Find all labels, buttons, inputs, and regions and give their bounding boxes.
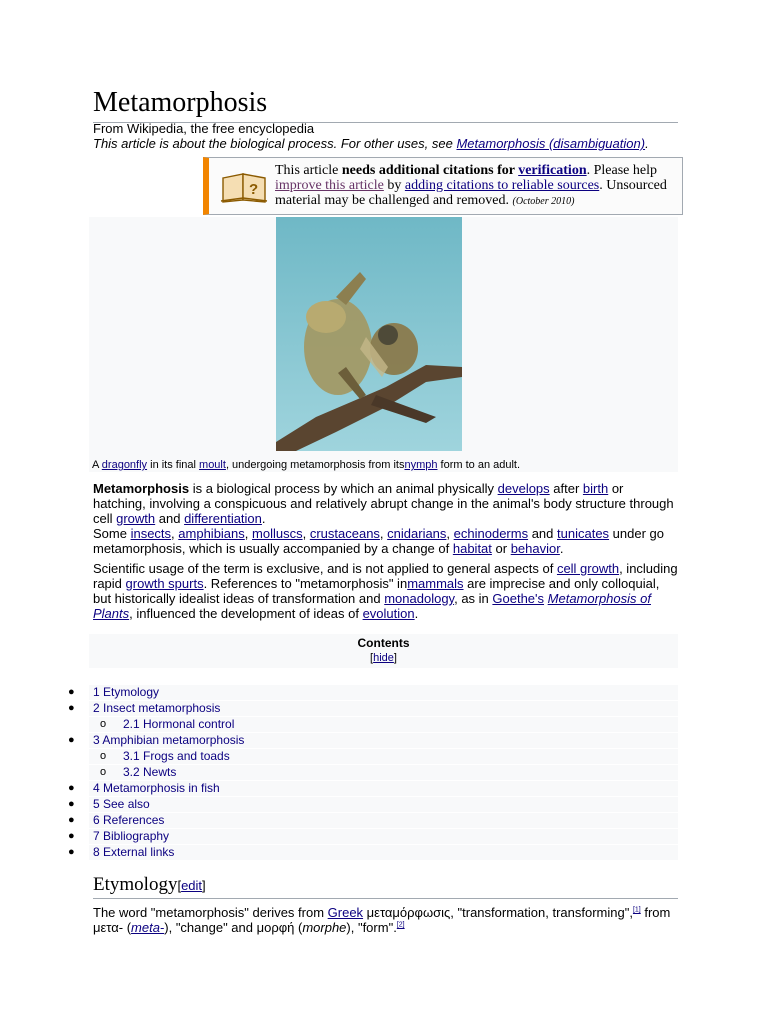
- disc-bullet-icon: ●: [68, 814, 75, 826]
- toc-item-link[interactable]: 3.1 Frogs and toads: [123, 749, 230, 763]
- toc-item[interactable]: [60, 764, 678, 780]
- dragonfly-link[interactable]: dragonfly: [101, 459, 148, 471]
- disc-bullet-icon: ●: [68, 734, 75, 746]
- toc-item[interactable]: [60, 796, 678, 812]
- reference-1-link[interactable]: [1]: [632, 906, 641, 914]
- figure-caption: A dragonfly in its final moult, undergoing metamorphosis from itsnymph form to an adult.: [92, 459, 521, 471]
- toc-item[interactable]: [60, 700, 678, 716]
- notice-date: (October 2010): [512, 196, 575, 207]
- toc-item[interactable]: [60, 828, 678, 844]
- toc-item[interactable]: [60, 748, 678, 764]
- goethe-link[interactable]: Goethe's: [492, 591, 545, 606]
- citation-notice-text: This article needs additional citations for verification. Please help improve this article by adding citations to reliable sources. Unsourced material may be challenged and removed. (October 2010): [275, 163, 667, 208]
- table-of-contents: [89, 634, 678, 668]
- disc-bullet-icon: ●: [68, 702, 75, 714]
- meta-link[interactable]: meta-: [131, 920, 165, 935]
- toc-item-link[interactable]: 1 Etymology: [93, 685, 160, 699]
- growth-spurts-link[interactable]: growth spurts: [125, 576, 204, 591]
- scientific-usage-paragraph: Scientific usage of the term is exclusive, and is not applied to general aspects of cell growth, including rapid growth spurts. References to "metamorphosis" inmammals are imprecise and only colloquial, but historically idealist ideas of transformation and monadology, as in Goethe's Metamorphosis of Plants, influenced the development of ideas of evolution.: [93, 561, 678, 621]
- toc-item-link[interactable]: 2 Insect metamorphosis: [93, 701, 221, 715]
- toc-item-link[interactable]: 7 Bibliography: [93, 829, 170, 843]
- dragonfly-moult-photo: [276, 217, 462, 451]
- growth-link[interactable]: growth: [116, 511, 156, 526]
- toc-hide-control: [hide]: [370, 652, 397, 664]
- disc-bullet-icon: ●: [68, 798, 75, 810]
- disc-bullet-icon: ●: [68, 686, 75, 698]
- toc-item[interactable]: [60, 716, 678, 732]
- metamorphosis-of-plants-link[interactable]: Metamorphosis of Plants: [93, 591, 651, 621]
- toc-item[interactable]: [60, 732, 678, 748]
- greek-link[interactable]: Greek: [327, 905, 364, 920]
- verification-link[interactable]: verification: [518, 163, 587, 178]
- disc-bullet-icon: ●: [68, 782, 75, 794]
- toc-item-link[interactable]: 3.2 Newts: [123, 765, 177, 779]
- book-question-icon: [219, 168, 269, 204]
- molluscs-link[interactable]: molluscs: [252, 526, 303, 541]
- moult-link[interactable]: moult: [199, 459, 226, 471]
- toc-item[interactable]: [60, 812, 678, 828]
- etymology-heading: Etymology[edit]: [93, 873, 678, 899]
- circle-bullet-icon: o: [100, 766, 107, 778]
- habitat-link[interactable]: habitat: [452, 541, 492, 556]
- citation-notice-box: [203, 157, 683, 215]
- crustaceans-link[interactable]: crustaceans: [309, 526, 380, 541]
- circle-bullet-icon: o: [100, 750, 107, 762]
- toc-item-link[interactable]: 3 Amphibian metamorphosis: [93, 733, 245, 747]
- toc-item-band: [89, 829, 678, 844]
- birth-link[interactable]: birth: [582, 481, 609, 496]
- monadology-link[interactable]: monadology: [384, 591, 455, 606]
- nymph-link[interactable]: nymph: [404, 459, 438, 471]
- page-subtitle: From Wikipedia, the free encyclopedia: [93, 121, 315, 136]
- amphibians-link[interactable]: amphibians: [178, 526, 245, 541]
- toc-item-band: [89, 845, 678, 860]
- hatnote-text: This article is about the biological process. For other uses, see: [93, 136, 457, 151]
- hatnote-end: .: [645, 136, 649, 151]
- toc-item-link[interactable]: 8 External links: [93, 845, 175, 859]
- toc-list: [60, 684, 678, 860]
- etymology-paragraph: The word "metamorphosis" derives from Greek μεταμόρφωσις, "transformation, transforming",[1] from μετα- (meta-), "change" and μορφή (morphe), "form".[2]: [93, 905, 671, 935]
- toc-item-link[interactable]: 6 References: [93, 813, 165, 827]
- page-title: Metamorphosis: [93, 86, 678, 123]
- toc-hide-link[interactable]: hide: [373, 652, 394, 664]
- behavior-link[interactable]: behavior: [510, 541, 560, 556]
- cell-growth-link[interactable]: cell growth: [556, 561, 620, 576]
- improve-article-link[interactable]: improve this article: [275, 178, 384, 193]
- toc-item-band: [89, 813, 678, 828]
- echinoderms-link[interactable]: echinoderms: [453, 526, 529, 541]
- toc-item[interactable]: [60, 844, 678, 860]
- evolution-link[interactable]: evolution: [362, 606, 415, 621]
- toc-heading: Contents: [357, 636, 410, 650]
- toc-item-link[interactable]: 2.1 Hormonal control: [123, 717, 235, 731]
- toc-item-band: [89, 797, 678, 812]
- disc-bullet-icon: ●: [68, 846, 75, 858]
- toc-item-band: [89, 685, 678, 700]
- adding-citations-link[interactable]: adding citations to reliable sources: [404, 178, 600, 193]
- svg-text:?: ?: [249, 181, 259, 198]
- lead-figure: [89, 217, 678, 472]
- toc-item[interactable]: [60, 684, 678, 700]
- toc-item[interactable]: [60, 780, 678, 796]
- differentiation-link[interactable]: differentiation: [184, 511, 262, 526]
- etymology-edit-link[interactable]: edit: [181, 878, 203, 893]
- disambiguation-link[interactable]: Metamorphosis (disambiguation): [456, 136, 646, 151]
- toc-item-link[interactable]: 5 See also: [93, 797, 150, 811]
- insects-link[interactable]: insects: [130, 526, 172, 541]
- tunicates-link[interactable]: tunicates: [557, 526, 610, 541]
- mammals-link[interactable]: mammals: [407, 576, 464, 591]
- reference-2-link[interactable]: [2]: [396, 921, 405, 929]
- disc-bullet-icon: ●: [68, 830, 75, 842]
- cnidarians-link[interactable]: cnidarians: [387, 526, 447, 541]
- toc-item-band: [89, 765, 678, 780]
- develops-link[interactable]: develops: [497, 481, 550, 496]
- circle-bullet-icon: o: [100, 718, 107, 730]
- intro-paragraph: Metamorphosis is a biological process by which an animal physically develops after birth or hatching, involving a conspicuous and relatively abrupt change in the animal's body structure through cell growth and differentiation. Some insects, amphibians, molluscs, crustaceans, cnidarians, echinoderms and tunicates under go metamorphosis, which is usually accompanied by a change of habitat or behavior.: [93, 481, 674, 556]
- toc-item-link[interactable]: 4 Metamorphosis in fish: [93, 781, 220, 795]
- hatnote: [93, 136, 678, 151]
